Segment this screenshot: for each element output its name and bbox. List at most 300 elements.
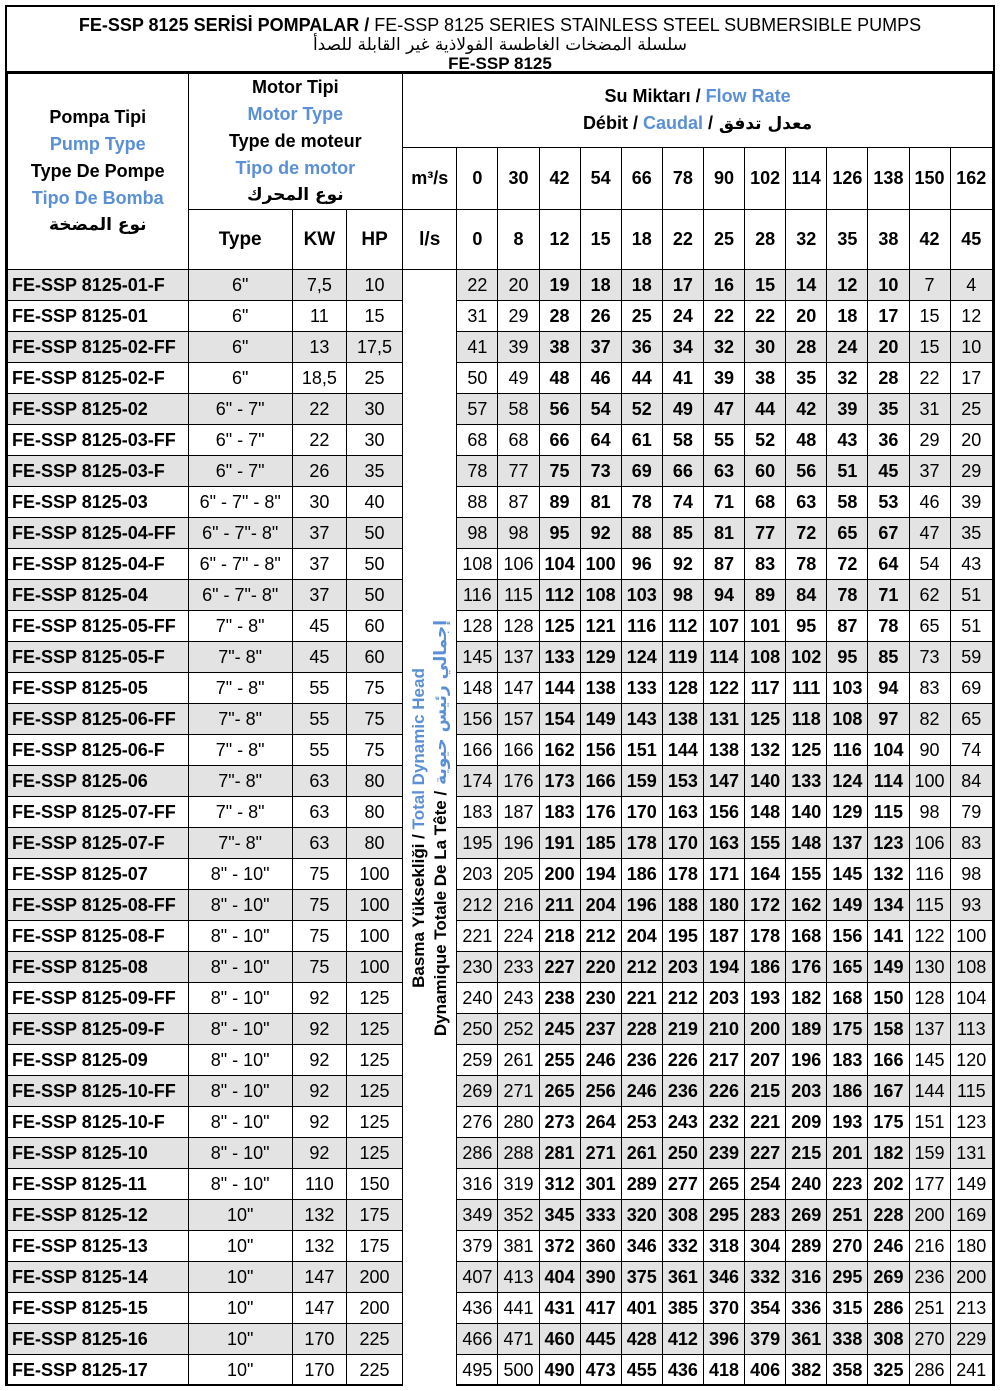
motor-kw: 13 — [292, 332, 346, 363]
head-value: 39 — [703, 363, 744, 394]
pump-model: FE-SSP 8125-15 — [8, 1293, 189, 1324]
head-value: 65 — [950, 704, 992, 735]
motor-size: 6" - 7"- 8" — [188, 580, 292, 611]
motor-size: 6" — [188, 301, 292, 332]
table-row — [8, 1014, 993, 1045]
head-value: 264 — [580, 1107, 621, 1138]
head-value: 186 — [745, 952, 786, 983]
motor-kw: 37 — [292, 580, 346, 611]
motor-type-fr: Type de moteur — [228, 131, 362, 151]
head-value: 123 — [868, 828, 909, 859]
motor-kw: 92 — [292, 1138, 346, 1169]
head-value: 166 — [868, 1045, 909, 1076]
head-value: 153 — [662, 766, 703, 797]
head-value: 345 — [539, 1200, 580, 1231]
pump-type-ar: نوع المضخة — [49, 215, 147, 235]
head-value: 178 — [621, 828, 662, 859]
head-value: 203 — [457, 859, 498, 890]
head-value: 229 — [950, 1324, 992, 1355]
head-value: 32 — [703, 332, 744, 363]
flow-ls-tick: 35 — [827, 210, 868, 270]
head-value: 78 — [786, 549, 827, 580]
head-value: 417 — [580, 1293, 621, 1324]
motor-hp: 200 — [346, 1293, 402, 1324]
pump-model: FE-SSP 8125-13 — [8, 1231, 189, 1262]
head-value: 186 — [621, 859, 662, 890]
head-value: 212 — [662, 983, 703, 1014]
motor-hp: 30 — [346, 394, 402, 425]
head-value: 147 — [703, 766, 744, 797]
head-value: 372 — [539, 1231, 580, 1262]
head-value: 35 — [786, 363, 827, 394]
pump-model: FE-SSP 8125-07 — [8, 859, 189, 890]
table-row — [8, 1355, 993, 1386]
pump-model: FE-SSP 8125-16 — [8, 1324, 189, 1355]
table-row — [8, 394, 993, 425]
pump-model: FE-SSP 8125-04-FF — [8, 518, 189, 549]
head-value: 166 — [457, 735, 498, 766]
title-line-arabic: سلسلة المضخات الغاطسة الفولاذية غير القابلة للصدأ — [312, 35, 688, 55]
head-value: 87 — [827, 611, 868, 642]
head-value: 88 — [621, 518, 662, 549]
head-value: 35 — [868, 394, 909, 425]
pump-model: FE-SSP 8125-05 — [8, 673, 189, 704]
head-value: 243 — [498, 983, 539, 1014]
flow-m3s-tick: 30 — [498, 148, 539, 210]
motor-kw: 11 — [292, 301, 346, 332]
head-value: 246 — [580, 1045, 621, 1076]
table-row — [8, 952, 993, 983]
head-value: 53 — [868, 487, 909, 518]
head-value: 238 — [539, 983, 580, 1014]
head-value: 236 — [662, 1076, 703, 1107]
head-value: 94 — [868, 673, 909, 704]
motor-kw: 63 — [292, 797, 346, 828]
head-value: 93 — [950, 890, 992, 921]
head-value: 149 — [580, 704, 621, 735]
pump-type-en: Pump Type — [49, 134, 146, 154]
col-type-header: Type — [188, 210, 292, 270]
head-value: 308 — [662, 1200, 703, 1231]
head-value: 128 — [662, 673, 703, 704]
head-value: 379 — [457, 1231, 498, 1262]
head-value: 89 — [745, 580, 786, 611]
head-value: 104 — [539, 549, 580, 580]
head-value: 196 — [621, 890, 662, 921]
head-value: 212 — [457, 890, 498, 921]
pump-model: FE-SSP 8125-06-F — [8, 735, 189, 766]
head-value: 29 — [909, 425, 950, 456]
head-value: 289 — [621, 1169, 662, 1200]
head-value: 58 — [662, 425, 703, 456]
motor-hp: 125 — [346, 1107, 402, 1138]
head-value: 203 — [786, 1076, 827, 1107]
head-value: 250 — [457, 1014, 498, 1045]
motor-hp: 50 — [346, 580, 402, 611]
head-value: 277 — [662, 1169, 703, 1200]
pump-model: FE-SSP 8125-06-FF — [8, 704, 189, 735]
flow-rate-en: Flow Rate — [700, 86, 791, 107]
head-value: 106 — [498, 549, 539, 580]
head-value: 155 — [786, 859, 827, 890]
pump-model: FE-SSP 8125-07-F — [8, 828, 189, 859]
title-turkish: FE-SSP 8125 SERİSİ POMPALAR / — [78, 15, 370, 35]
head-value: 31 — [457, 301, 498, 332]
head-value: 128 — [498, 611, 539, 642]
flow-ls-tick: 38 — [868, 210, 909, 270]
head-value: 301 — [580, 1169, 621, 1200]
head-value: 143 — [621, 704, 662, 735]
motor-kw: 170 — [292, 1355, 346, 1386]
motor-hp: 125 — [346, 983, 402, 1014]
motor-hp: 75 — [346, 704, 402, 735]
head-value: 495 — [457, 1355, 498, 1386]
head-value: 55 — [703, 425, 744, 456]
head-value: 120 — [950, 1045, 992, 1076]
head-value: 273 — [539, 1107, 580, 1138]
motor-hp: 60 — [346, 642, 402, 673]
head-value: 261 — [621, 1138, 662, 1169]
pump-model: FE-SSP 8125-17 — [8, 1355, 189, 1386]
head-value: 35 — [950, 518, 992, 549]
head-value: 308 — [868, 1324, 909, 1355]
motor-kw: 18,5 — [292, 363, 346, 394]
pump-model: FE-SSP 8125-14 — [8, 1262, 189, 1293]
motor-kw: 26 — [292, 456, 346, 487]
motor-kw: 92 — [292, 983, 346, 1014]
head-value: 113 — [950, 1014, 992, 1045]
flow-rate-line-2 — [403, 110, 992, 138]
head-value: 217 — [703, 1045, 744, 1076]
flow-m3s-tick: 66 — [621, 148, 662, 210]
motor-hp: 50 — [346, 518, 402, 549]
head-value: 370 — [703, 1293, 744, 1324]
head-value: 180 — [703, 890, 744, 921]
head-label-en: Total Dynamic Head — [408, 667, 428, 834]
head-value: 114 — [868, 766, 909, 797]
head-value: 175 — [868, 1107, 909, 1138]
head-value: 261 — [498, 1045, 539, 1076]
head-value: 186 — [827, 1076, 868, 1107]
head-value: 124 — [621, 642, 662, 673]
motor-kw: 37 — [292, 549, 346, 580]
head-value: 170 — [662, 828, 703, 859]
head-value: 108 — [580, 580, 621, 611]
pump-model: FE-SSP 8125-12 — [8, 1200, 189, 1231]
head-value: 98 — [909, 797, 950, 828]
motor-hp: 225 — [346, 1324, 402, 1355]
head-value: 71 — [703, 487, 744, 518]
head-value: 34 — [662, 332, 703, 363]
head-value: 215 — [745, 1076, 786, 1107]
table-row — [8, 456, 993, 487]
head-value: 98 — [498, 518, 539, 549]
head-value: 251 — [827, 1200, 868, 1231]
head-value: 37 — [580, 332, 621, 363]
head-value: 52 — [745, 425, 786, 456]
head-value: 94 — [703, 580, 744, 611]
head-value: 64 — [580, 425, 621, 456]
pump-model: FE-SSP 8125-10-F — [8, 1107, 189, 1138]
head-value: 228 — [621, 1014, 662, 1045]
motor-hp: 80 — [346, 828, 402, 859]
head-value: 200 — [950, 1262, 992, 1293]
motor-kw: 30 — [292, 487, 346, 518]
head-value: 42 — [786, 394, 827, 425]
flow-m3s-tick: 90 — [703, 148, 744, 210]
head-value: 81 — [703, 518, 744, 549]
head-value: 115 — [498, 580, 539, 611]
head-value: 145 — [827, 859, 868, 890]
pump-type-es: Tipo De Bomba — [31, 188, 164, 208]
head-value: 156 — [457, 704, 498, 735]
pump-model: FE-SSP 8125-08 — [8, 952, 189, 983]
head-value: 379 — [745, 1324, 786, 1355]
head-value: 112 — [539, 580, 580, 611]
flow-m3s-tick: 162 — [950, 148, 992, 210]
head-value: 180 — [950, 1231, 992, 1262]
table-row — [8, 890, 993, 921]
table-row — [8, 797, 993, 828]
head-value: 51 — [950, 611, 992, 642]
flow-ls-tick: 45 — [950, 210, 992, 270]
motor-size: 10" — [188, 1355, 292, 1386]
table-row — [8, 1200, 993, 1231]
motor-size: 7" - 8" — [188, 673, 292, 704]
head-value: 122 — [909, 921, 950, 952]
flow-rate-ar: معدل تدفق — [712, 114, 813, 135]
head-value: 138 — [703, 735, 744, 766]
unit-ls: l/s — [403, 210, 457, 270]
head-value: 20 — [868, 332, 909, 363]
head-value: 28 — [868, 363, 909, 394]
head-value: 320 — [621, 1200, 662, 1231]
head-value: 167 — [868, 1076, 909, 1107]
head-value: 115 — [909, 890, 950, 921]
head-value: 166 — [580, 766, 621, 797]
head-value: 211 — [539, 890, 580, 921]
flow-rate-es: Caudal — [637, 113, 703, 134]
motor-size: 7"- 8" — [188, 704, 292, 735]
head-value: 144 — [909, 1076, 950, 1107]
head-value: 132 — [745, 735, 786, 766]
head-value: 108 — [827, 704, 868, 735]
head-value: 170 — [621, 797, 662, 828]
head-value: 375 — [621, 1262, 662, 1293]
head-value: 74 — [662, 487, 703, 518]
head-value: 100 — [909, 766, 950, 797]
head-value: 116 — [827, 735, 868, 766]
head-value: 361 — [786, 1324, 827, 1355]
flow-ls-tick: 25 — [703, 210, 744, 270]
head-value: 201 — [827, 1138, 868, 1169]
head-value: 226 — [662, 1045, 703, 1076]
table-row — [8, 704, 993, 735]
head-value: 168 — [786, 921, 827, 952]
pump-model: FE-SSP 8125-06 — [8, 766, 189, 797]
head-value: 295 — [703, 1200, 744, 1231]
head-value: 60 — [745, 456, 786, 487]
head-value: 178 — [745, 921, 786, 952]
head-value: 66 — [539, 425, 580, 456]
head-value: 148 — [786, 828, 827, 859]
head-value: 133 — [621, 673, 662, 704]
motor-hp: 15 — [346, 301, 402, 332]
head-value: 276 — [457, 1107, 498, 1138]
pump-type-fr: Type De Pompe — [30, 161, 165, 181]
head-value: 230 — [580, 983, 621, 1014]
head-value: 237 — [580, 1014, 621, 1045]
table-row — [8, 580, 993, 611]
table-row — [8, 983, 993, 1014]
head-value: 159 — [621, 766, 662, 797]
motor-size: 6" - 7"- 8" — [188, 518, 292, 549]
flow-m3s-tick: 114 — [786, 148, 827, 210]
head-value: 56 — [786, 456, 827, 487]
head-value: 346 — [621, 1231, 662, 1262]
head-value: 46 — [580, 363, 621, 394]
title-english: FE-SSP 8125 SERIES STAINLESS STEEL SUBMERSIBLE PUMPS — [369, 15, 922, 35]
head-value: 218 — [539, 921, 580, 952]
head-value: 30 — [745, 332, 786, 363]
head-value: 155 — [745, 828, 786, 859]
head-value: 103 — [621, 580, 662, 611]
head-value: 48 — [786, 425, 827, 456]
motor-hp: 50 — [346, 549, 402, 580]
motor-kw: 7,5 — [292, 270, 346, 301]
head-value: 236 — [909, 1262, 950, 1293]
table-row — [8, 425, 993, 456]
flow-ls-tick: 42 — [909, 210, 950, 270]
head-value: 24 — [827, 332, 868, 363]
head-value: 69 — [950, 673, 992, 704]
head-value: 227 — [539, 952, 580, 983]
head-value: 104 — [868, 735, 909, 766]
motor-type-header — [188, 74, 403, 210]
head-value: 221 — [621, 983, 662, 1014]
head-value: 195 — [662, 921, 703, 952]
head-value: 102 — [786, 642, 827, 673]
head-value: 390 — [580, 1262, 621, 1293]
motor-size: 7"- 8" — [188, 766, 292, 797]
head-value: 116 — [457, 580, 498, 611]
motor-hp: 200 — [346, 1262, 402, 1293]
table-row — [8, 642, 993, 673]
pump-model: FE-SSP 8125-10 — [8, 1138, 189, 1169]
motor-kw: 170 — [292, 1324, 346, 1355]
head-value: 28 — [786, 332, 827, 363]
head-value: 81 — [580, 487, 621, 518]
head-value: 164 — [745, 859, 786, 890]
head-value: 209 — [786, 1107, 827, 1138]
head-value: 46 — [909, 487, 950, 518]
head-value: 172 — [745, 890, 786, 921]
head-value: 104 — [950, 983, 992, 1014]
col-kw-header: KW — [292, 210, 346, 270]
head-label-ar: إجمالي رئيس حيوية — [430, 619, 451, 791]
head-value: 20 — [950, 425, 992, 456]
head-value: 15 — [745, 270, 786, 301]
head-value: 216 — [498, 890, 539, 921]
table-row — [8, 1076, 993, 1107]
head-value: 176 — [580, 797, 621, 828]
motor-size: 7" - 8" — [188, 797, 292, 828]
head-value: 133 — [786, 766, 827, 797]
head-value: 14 — [786, 270, 827, 301]
head-value: 466 — [457, 1324, 498, 1355]
head-value: 215 — [786, 1138, 827, 1169]
head-value: 471 — [498, 1324, 539, 1355]
title-line-1 — [7, 7, 993, 35]
motor-size: 10" — [188, 1293, 292, 1324]
motor-type-es: Tipo de motor — [235, 158, 356, 178]
head-value: 151 — [621, 735, 662, 766]
head-value: 47 — [909, 518, 950, 549]
head-value: 407 — [457, 1262, 498, 1293]
head-value: 73 — [909, 642, 950, 673]
head-value: 162 — [786, 890, 827, 921]
head-value: 147 — [498, 673, 539, 704]
motor-size: 6" - 7" — [188, 456, 292, 487]
table-row — [8, 332, 993, 363]
pump-model: FE-SSP 8125-03-FF — [8, 425, 189, 456]
head-value: 125 — [539, 611, 580, 642]
head-value: 123 — [950, 1107, 992, 1138]
head-value: 182 — [868, 1138, 909, 1169]
motor-hp: 60 — [346, 611, 402, 642]
head-value: 204 — [580, 890, 621, 921]
head-value: 445 — [580, 1324, 621, 1355]
head-value: 189 — [786, 1014, 827, 1045]
head-value: 51 — [827, 456, 868, 487]
motor-kw: 92 — [292, 1076, 346, 1107]
head-value: 20 — [498, 270, 539, 301]
motor-size: 6" — [188, 332, 292, 363]
head-value: 352 — [498, 1200, 539, 1231]
head-value: 178 — [662, 859, 703, 890]
head-value: 39 — [950, 487, 992, 518]
motor-kw: 37 — [292, 518, 346, 549]
pump-model: FE-SSP 8125-05-FF — [8, 611, 189, 642]
motor-size: 8" - 10" — [188, 1138, 292, 1169]
flow-rate-slash: / — [702, 113, 713, 134]
head-value: 112 — [662, 611, 703, 642]
motor-size: 8" - 10" — [188, 890, 292, 921]
head-value: 223 — [827, 1169, 868, 1200]
table-row — [8, 549, 993, 580]
head-value: 213 — [950, 1293, 992, 1324]
head-value: 58 — [498, 394, 539, 425]
motor-kw: 132 — [292, 1200, 346, 1231]
motor-hp: 100 — [346, 859, 402, 890]
head-value: 188 — [662, 890, 703, 921]
motor-size: 7"- 8" — [188, 642, 292, 673]
motor-size: 6" - 7" - 8" — [188, 487, 292, 518]
head-value: 95 — [539, 518, 580, 549]
motor-size: 8" - 10" — [188, 1169, 292, 1200]
head-value: 288 — [498, 1138, 539, 1169]
head-value: 212 — [580, 921, 621, 952]
flow-ls-tick: 12 — [539, 210, 580, 270]
head-value: 413 — [498, 1262, 539, 1293]
head-value: 4 — [950, 270, 992, 301]
pump-model: FE-SSP 8125-11 — [8, 1169, 189, 1200]
col-hp-header: HP — [346, 210, 402, 270]
head-value: 85 — [868, 642, 909, 673]
head-value: 117 — [745, 673, 786, 704]
motor-type-en: Motor Type — [247, 104, 344, 124]
head-value: 148 — [745, 797, 786, 828]
